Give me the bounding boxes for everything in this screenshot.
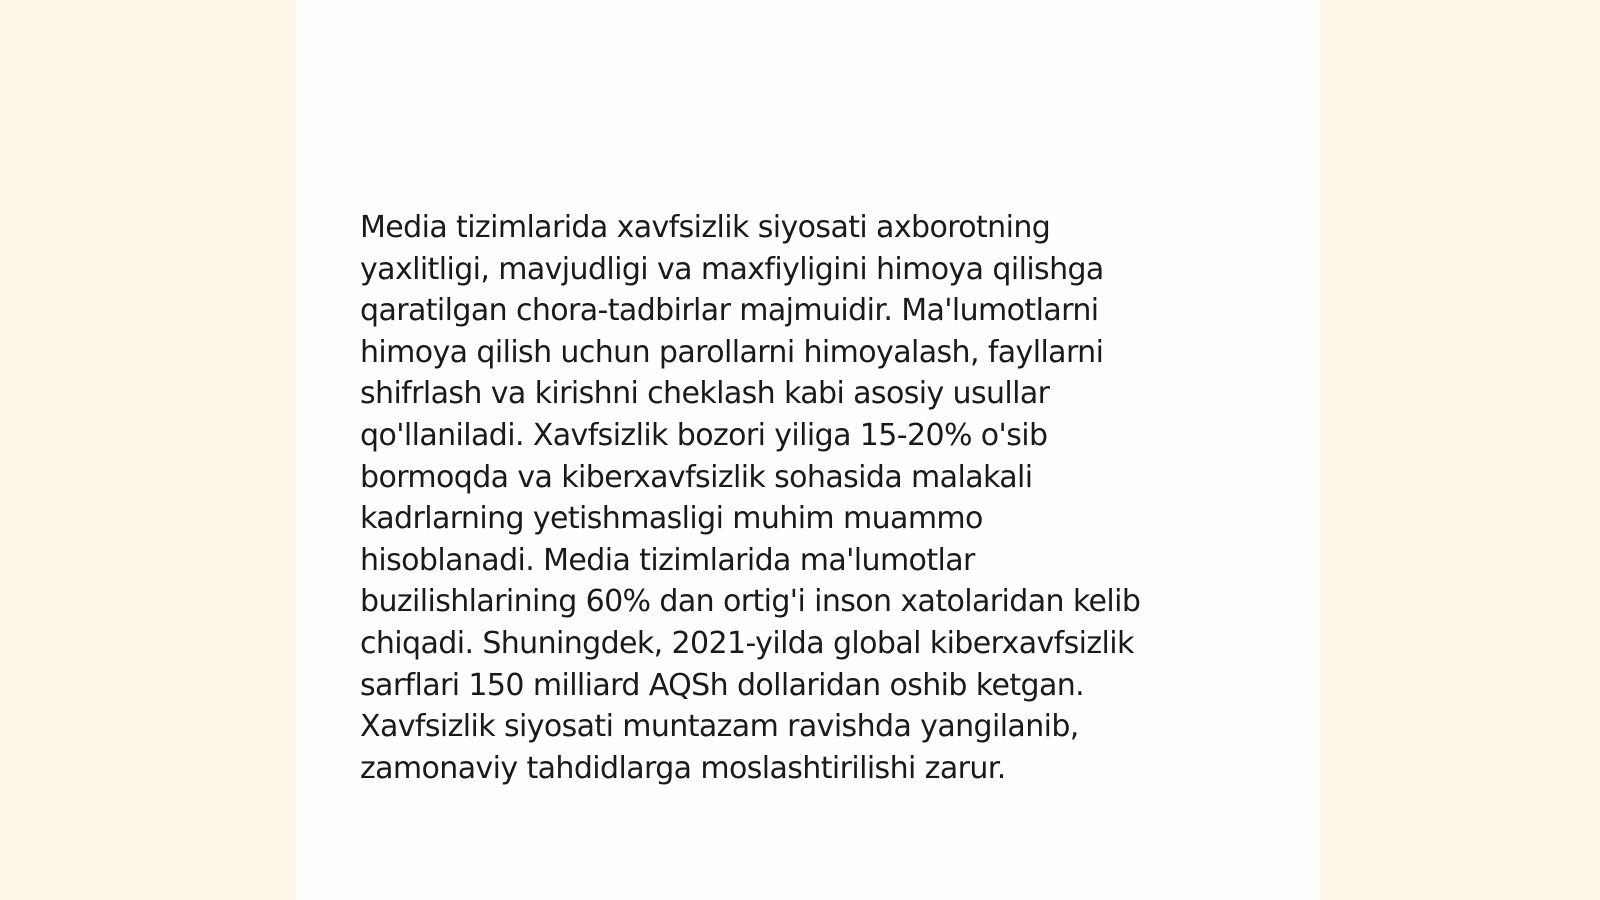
paragraph-line: sarflari 150 milliard AQSh dollaridan oshib ketgan.	[360, 667, 1085, 703]
paragraph-line: Xavfsizlik siyosati muntazam ravishda yangilanib,	[360, 709, 1079, 745]
paragraph-line: bormoqda va kiberxavfsizlik sohasida malakali	[360, 459, 1033, 495]
paragraph-line: qo'llaniladi. Xavfsizlik bozori yiliga 15-20% o'sib	[360, 417, 1048, 453]
paragraph-line: shifrlash va kirishni cheklash kabi asosiy usullar	[360, 376, 1050, 412]
paragraph-line: himoya qilish uchun parollarni himoyalash, fayllarni	[360, 334, 1104, 370]
document-page	[296, 0, 1320, 900]
paragraph-line: Media tizimlarida xavfsizlik siyosati axborotning	[360, 210, 1051, 245]
paragraph-line: zamonaviy tahdidlarga moslashtirilishi zarur.	[360, 750, 1006, 786]
paragraph-line: yaxlitligi, mavjudligi va maxfiyligini himoya qilishga	[360, 251, 1104, 287]
paragraph-line: chiqadi. Shuningdek, 2021-yilda global kiberxavfsizlik	[360, 625, 1134, 661]
paragraph-line: kadrlarning yetishmasligi muhim muammo	[360, 501, 983, 537]
paragraph-line: qaratilgan chora-tadbirlar majmuidir. Ma'lumotlarni	[360, 293, 1099, 329]
paragraph-line: buzilishlarining 60% dan ortig'i inson xatolaridan kelib	[360, 584, 1141, 620]
body-paragraph	[360, 207, 1260, 789]
paragraph-line: hisoblanadi. Media tizimlarida ma'lumotlar	[360, 542, 975, 578]
